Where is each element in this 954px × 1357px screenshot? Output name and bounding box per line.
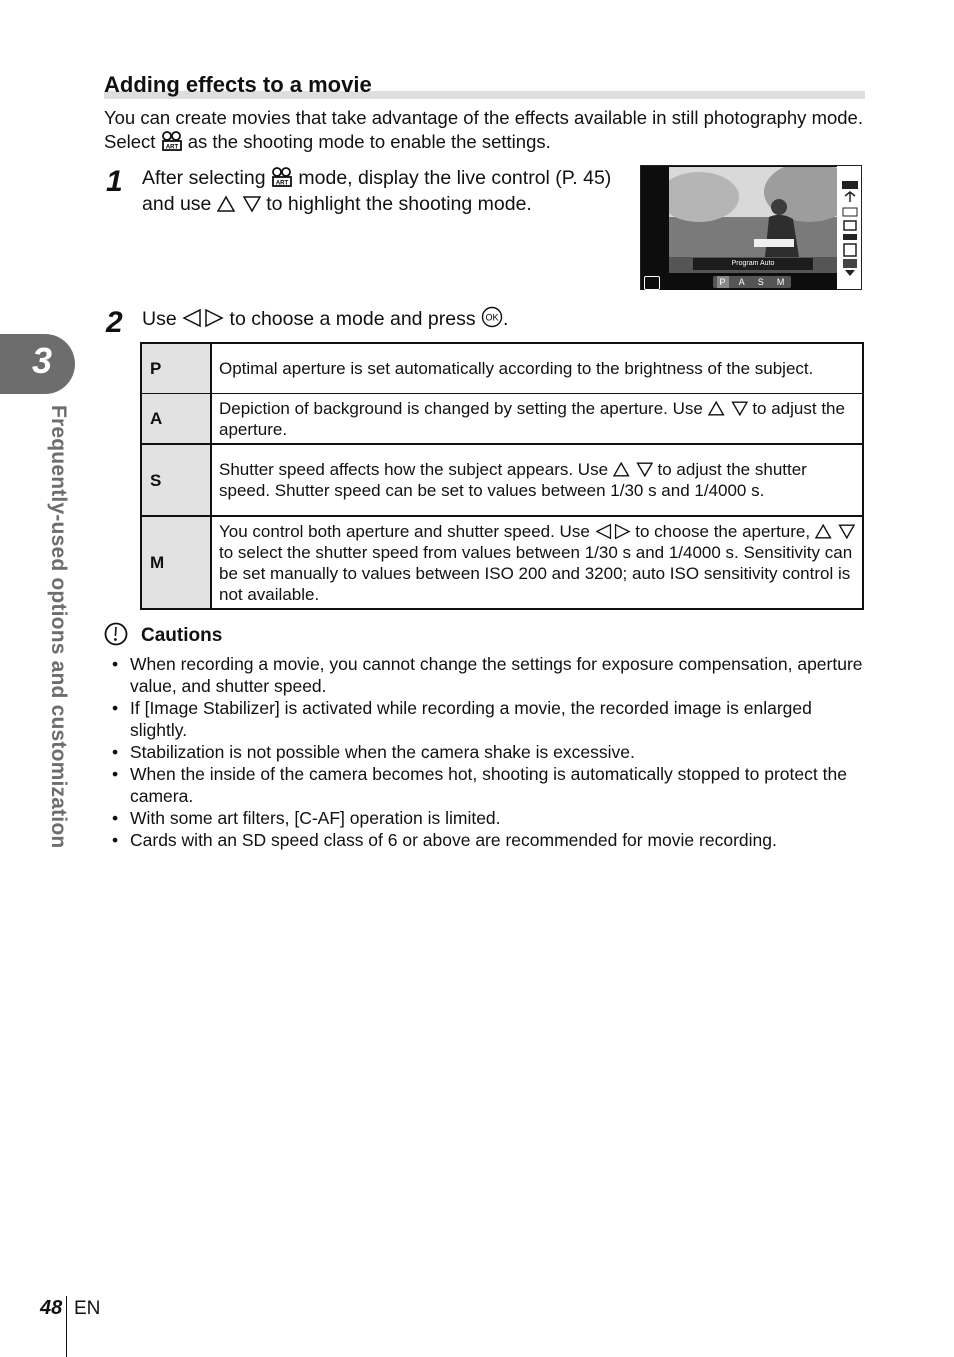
table-row (141, 394, 863, 445)
camera-mode-m: M (776, 277, 785, 287)
step-2-text-3: . (503, 308, 509, 330)
table-row (141, 516, 863, 609)
step-1-number: 1 (106, 165, 123, 198)
intro-text-1: You can create movies that take advantage of the effects available in still photography mode. Select (104, 107, 863, 152)
camera-mode-selector (713, 276, 791, 288)
camera-mode-label: Program Auto (693, 258, 813, 270)
mode-s-label: S (141, 444, 211, 516)
mode-m-desc-1: You control both aperture and shutter speed. Use (219, 521, 590, 541)
cautions-title: Cautions (141, 625, 223, 646)
mode-p-label: P (141, 343, 211, 394)
intro-text-2: as the shooting mode to enable the settings. (187, 131, 551, 152)
mode-a-label: A (141, 394, 211, 445)
list-item: • When recording a movie, you cannot change the settings for exposure compensation, aperture value, and shutter speed. (112, 653, 872, 697)
mode-a-desc-1: Depiction of background is changed by setting the aperture. Use (219, 398, 703, 418)
language-code: EN (74, 1298, 101, 1319)
step-2-number: 2 (106, 306, 123, 339)
table-row (141, 343, 863, 394)
left-right-arrows-icon (595, 523, 631, 540)
svg-text:OK: OK (485, 312, 499, 323)
camera-mode-p: P (717, 276, 729, 288)
ok-button-icon (481, 306, 503, 328)
camera-side-panel (839, 166, 861, 289)
list-item: • With some art filters, [C-AF] operation is limited. (112, 807, 872, 829)
chapter-side-title: Frequently-used options and customization (47, 405, 70, 849)
up-down-arrows-icon (708, 400, 748, 417)
list-item: • When the inside of the camera becomes hot, shooting is automatically stopped to protect the camera. (112, 763, 872, 807)
svg-text:ART: ART (275, 180, 289, 187)
list-item: • Stabilization is not possible when the camera shake is excessive. (112, 741, 872, 763)
mode-s-desc-2: to adjust the shutter speed. Shutter speed can be set to values between 1/30 s and 1/4000 s. (219, 460, 807, 500)
caution-icon (104, 622, 128, 646)
mode-m-label: M (141, 516, 211, 609)
section-title: Adding effects to a movie (104, 72, 372, 97)
movie-mode-icon (161, 131, 183, 151)
list-item: • Cards with an SD speed class of 6 or above are recommended for movie recording. (112, 829, 872, 851)
camera-mode-s: S (757, 277, 764, 287)
camera-mode-a: A (738, 277, 745, 287)
step-1-text-3: to highlight the shooting mode. (266, 193, 532, 215)
step-2-text (142, 306, 508, 332)
up-down-arrows-icon (217, 195, 261, 213)
camera-movie-icon (644, 276, 660, 290)
up-down-arrows-icon (613, 461, 653, 478)
mode-s-description (211, 444, 863, 516)
camera-side-icons (839, 166, 861, 289)
mode-m-desc-3: to select the shutter speed from values between 1/30 s and 1/4000 s. Sensitivity can be set manually to values between ISO 200 and 3200; auto ISO sensitivity control is not available. (219, 542, 853, 604)
up-down-arrows-icon (815, 523, 855, 540)
footer-divider (66, 1296, 67, 1357)
table-row (141, 444, 863, 516)
mode-m-description (211, 516, 863, 609)
movie-mode-icon (271, 167, 293, 187)
mode-m-desc-2: to choose the aperture, (635, 521, 811, 541)
step-2-text-1: Use (142, 308, 177, 330)
left-right-arrows-icon (182, 308, 224, 328)
step-1-text (142, 165, 632, 217)
chapter-number: 3 (31, 340, 53, 381)
step-1-text-2: mode, display the live control (P. 45) and use (142, 167, 612, 215)
list-item: • If [Image Stabilizer] is activated while recording a movie, the recorded image is enlarged slightly. (112, 697, 872, 741)
step-2-text-2: to choose a mode and press (229, 308, 476, 330)
mode-p-description: Optimal aperture is set automatically according to the brightness of the subject. (211, 343, 863, 394)
camera-screen-image (640, 165, 862, 290)
mode-a-description (211, 394, 863, 445)
step-1-text-1: After selecting (142, 167, 266, 189)
cautions-list (112, 653, 872, 851)
shooting-modes-table (140, 342, 864, 610)
page-number: 48 (40, 1297, 63, 1319)
intro-paragraph (104, 106, 864, 154)
mode-s-desc-1: Shutter speed affects how the subject appears. Use (219, 460, 609, 479)
mode-a-desc-2: to adjust the aperture. (219, 398, 845, 439)
svg-text:ART: ART (165, 144, 178, 151)
